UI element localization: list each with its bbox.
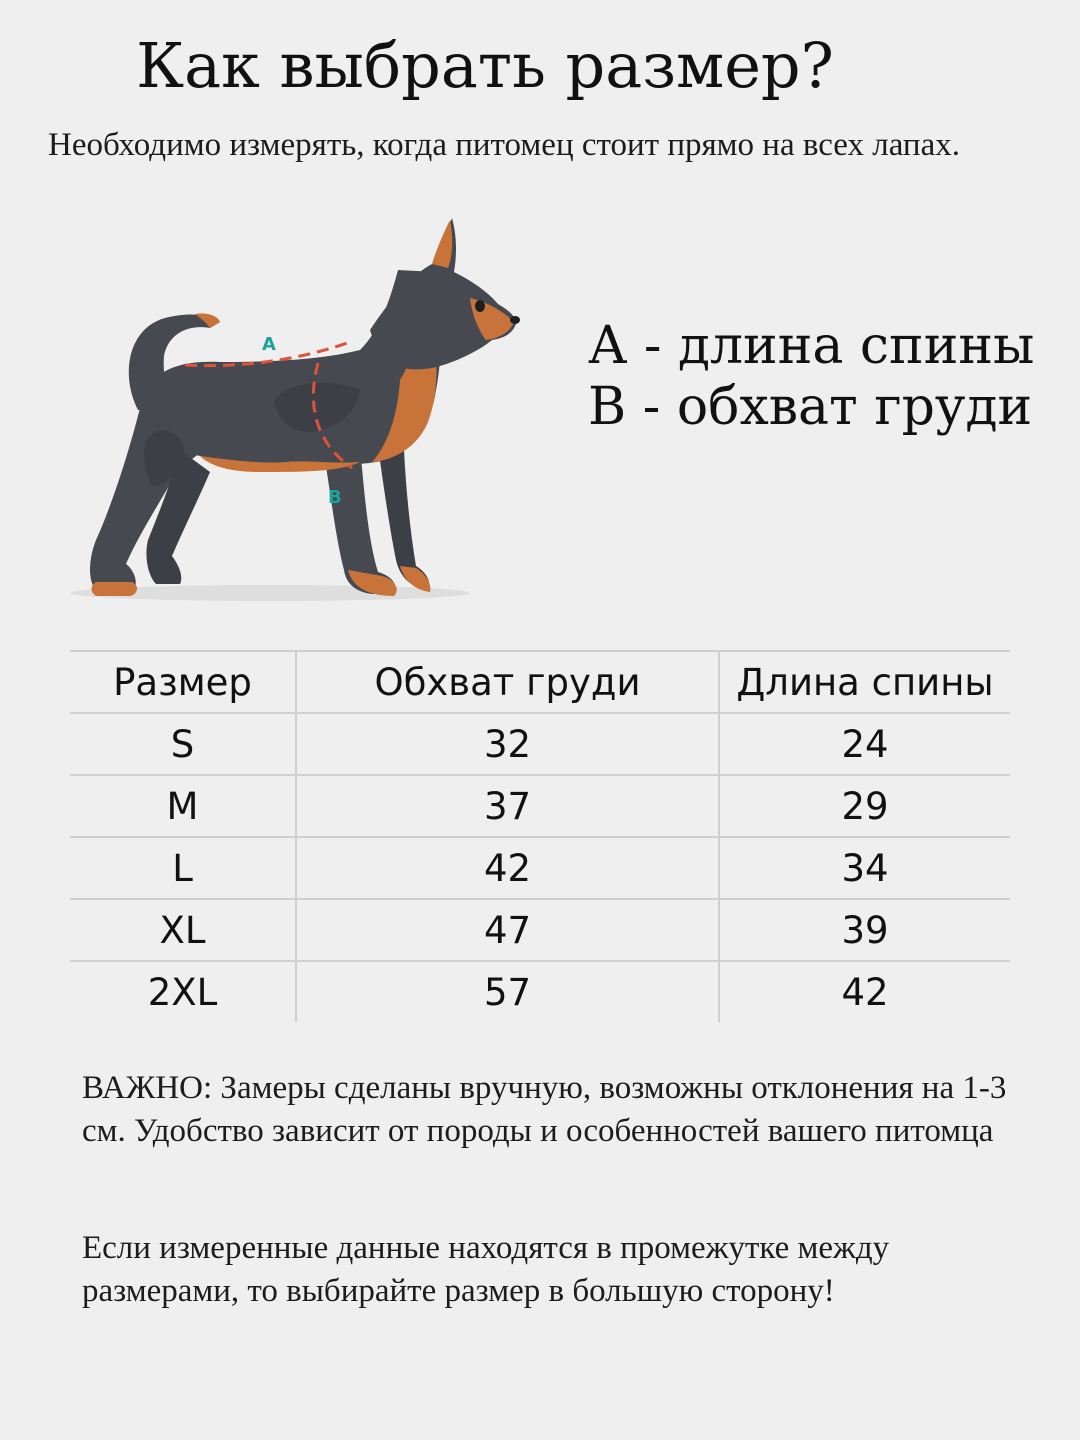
- chest-cell: 37: [296, 775, 719, 837]
- label-b: B: [328, 487, 342, 508]
- table-row: [70, 775, 1010, 837]
- size-cell: M: [70, 775, 296, 837]
- advice-note: Если измеренные данные находятся в промежутке между размерами, то выбирайте размер в большую сторону!: [82, 1230, 890, 1309]
- size-table: [70, 650, 1010, 1022]
- dog-eye: [475, 300, 485, 312]
- back-cell: 34: [719, 837, 1010, 899]
- intro-text: Необходимо измерять, когда питомец стоит прямо на всех лапах.: [48, 127, 960, 163]
- chest-cell: 57: [296, 961, 719, 1022]
- back-cell: 24: [719, 713, 1010, 775]
- chest-cell: 47: [296, 899, 719, 961]
- table-row: [70, 713, 1010, 775]
- table-row: [70, 837, 1010, 899]
- column-header-size: Размер: [70, 651, 296, 713]
- column-header-chest: Обхват груди: [296, 651, 719, 713]
- size-cell: L: [70, 837, 296, 899]
- dog-measurement-illustration: [60, 210, 540, 610]
- chest-cell: 32: [296, 713, 719, 775]
- measurement-legend: [588, 316, 1034, 438]
- back-cell: 42: [719, 961, 1010, 1022]
- size-cell: 2XL: [147, 970, 218, 1014]
- table-header-row: [70, 651, 1010, 713]
- legend-chest-girth: В - обхват груди: [588, 377, 1033, 437]
- important-note: ВАЖНО: Замеры сделаны вручную, возможны отклонения на 1-3 см. Удобство зависит от породы и особенностей вашего питомца: [82, 1070, 1007, 1149]
- label-a: A: [262, 334, 276, 355]
- back-cell: 39: [719, 899, 1010, 961]
- dog-nose: [510, 316, 520, 324]
- chest-cell: 42: [296, 837, 719, 899]
- size-cell: XL: [70, 899, 296, 961]
- column-header-back: Длина спины: [719, 651, 1010, 713]
- table-row: [70, 961, 1010, 1022]
- back-cell: 29: [719, 775, 1010, 837]
- size-cell: S: [70, 713, 296, 775]
- legend-back-length: А - длина спины: [588, 316, 1035, 376]
- table-row: [70, 899, 1010, 961]
- page-title: Как выбрать размер?: [136, 29, 834, 102]
